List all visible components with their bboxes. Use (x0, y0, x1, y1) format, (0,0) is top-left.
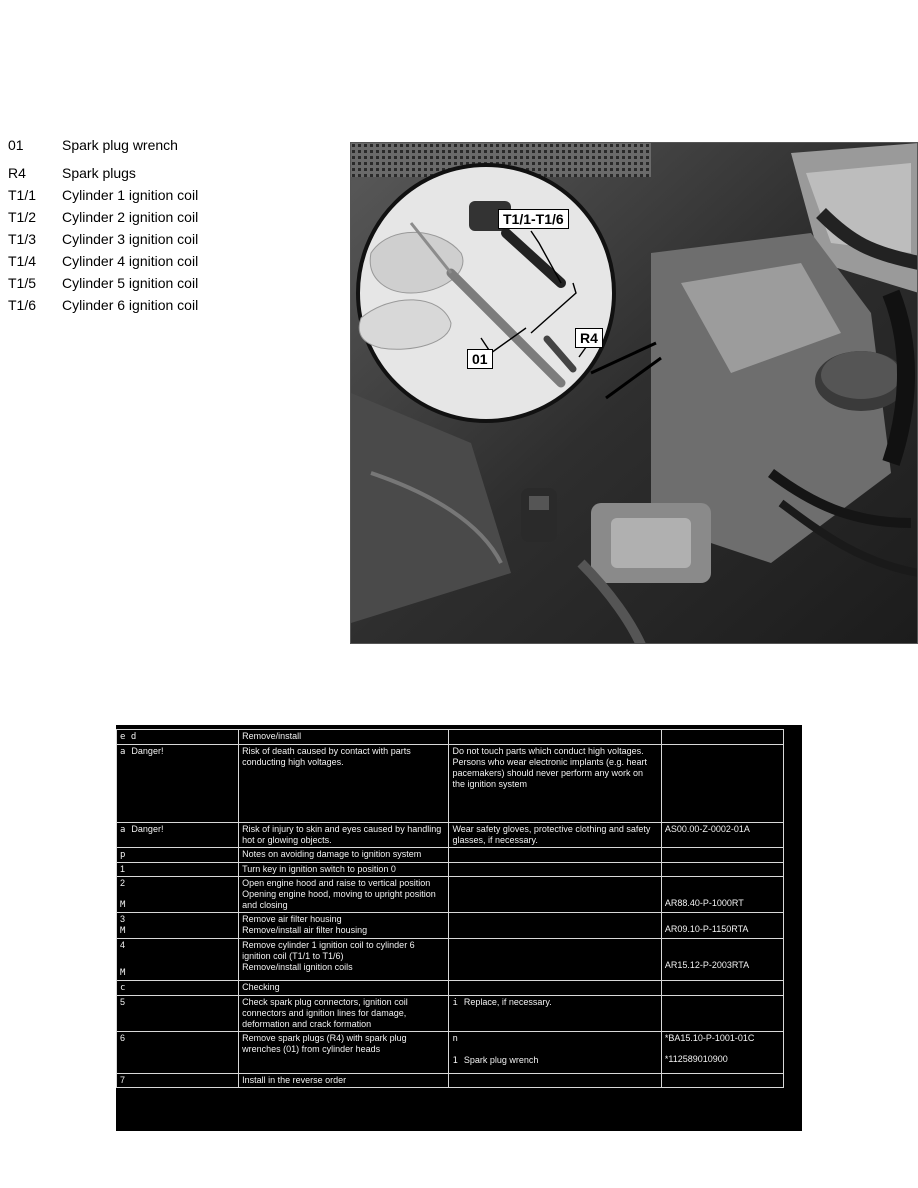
table-row (117, 877, 784, 913)
table-cell[interactable] (661, 877, 783, 913)
table-row (117, 730, 784, 745)
manual-icon: M (120, 968, 126, 978)
table-row (117, 981, 784, 996)
table-cell: 7 (117, 1074, 239, 1088)
table-cell (449, 981, 661, 996)
legend-code: T1/5 (8, 275, 37, 291)
warning-icon: a (120, 747, 126, 757)
table-row (117, 848, 784, 863)
info-icon: i (452, 998, 458, 1008)
reference-link[interactable]: AR15.12-P-2003RTA (664, 960, 750, 970)
callout-wrench: 01 (467, 349, 493, 369)
note-text: Replace, if necessary. (463, 997, 552, 1007)
table-cell (239, 939, 449, 981)
table-cell (449, 730, 661, 745)
step-subtext: Opening engine hood, moving to upright position and closing (242, 889, 436, 910)
table-cell: Risk of injury to skin and eyes caused by handling hot or glowing objects. (239, 823, 449, 848)
table-cell (449, 1074, 661, 1088)
legend-code: 01 (8, 137, 24, 153)
danger-label: Danger! (131, 824, 164, 834)
table-cell (661, 1074, 783, 1088)
table-cell: Wear safety gloves, protective clothing and safety glasses, if necessary. (449, 823, 661, 848)
legend-code: T1/4 (8, 253, 37, 269)
legend-label: Cylinder 1 ignition coil (62, 187, 199, 203)
step-subtext: Remove/install air filter housing (242, 925, 368, 935)
legend-label: Cylinder 6 ignition coil (62, 297, 199, 313)
legend-label: Spark plug wrench (62, 137, 178, 153)
legend-label: Cylinder 4 ignition coil (62, 253, 199, 269)
check-icon: c (120, 983, 126, 993)
table-row (117, 823, 784, 848)
legend-code: R4 (8, 165, 26, 181)
table-cell: 6 (117, 1032, 239, 1074)
table-cell (117, 730, 239, 745)
tool-part-number[interactable]: *112589010900 (664, 1054, 728, 1064)
table-cell (661, 863, 783, 877)
table-cell (449, 877, 661, 913)
manual-icon: M (120, 900, 126, 910)
legend-code: T1/6 (8, 297, 37, 313)
step-text: Remove air filter housing (242, 914, 342, 924)
engine-photo (350, 142, 918, 644)
tool-label: Spark plug wrench (463, 1055, 539, 1065)
table-cell (449, 863, 661, 877)
table-cell (661, 996, 783, 1032)
table-row (117, 913, 784, 939)
reference-link[interactable]: AR88.40-P-1000RT (664, 898, 744, 908)
table-cell (117, 877, 239, 913)
table-cell (449, 939, 661, 981)
table-cell: 1 (117, 863, 239, 877)
table-cell (449, 1032, 661, 1074)
table-cell: Remove/install (239, 730, 449, 745)
step-number: 4 (120, 940, 126, 950)
legend-label: Cylinder 3 ignition coil (62, 231, 199, 247)
step-number: 2 (120, 878, 126, 888)
table-cell: Remove spark plugs (R4) with spark plug wrenches (01) from cylinder heads (239, 1032, 449, 1074)
table-cell[interactable] (661, 1032, 783, 1074)
table-cell (117, 981, 239, 996)
table-row (117, 1032, 784, 1074)
table-cell (661, 848, 783, 863)
table-cell: Check spark plug connectors, ignition coil connectors and ignition lines for damage, deformation and crack formation (239, 996, 449, 1032)
tool-number: 1 (452, 1056, 458, 1066)
table-cell: Checking (239, 981, 449, 996)
table-row (117, 1074, 784, 1088)
table-cell (661, 730, 783, 745)
table-cell (449, 913, 661, 939)
reference-link[interactable]: AR09.10-P-1150RTA (664, 924, 749, 934)
legend-label: Spark plugs (62, 165, 136, 181)
legend-label: Cylinder 5 ignition coil (62, 275, 199, 291)
callout-plugs: R4 (575, 328, 603, 348)
table-cell (239, 877, 449, 913)
table-cell[interactable] (661, 939, 783, 981)
table-cell (239, 913, 449, 939)
table-row (117, 745, 784, 823)
engine-illustration (351, 143, 918, 644)
table-cell (117, 823, 239, 848)
table-cell (449, 848, 661, 863)
op-symbol: e d (120, 732, 137, 742)
table-cell: Do not touch parts which conduct high voltages. Persons who wear electronic implants (e.g. heart pacemakers) should never perform any work on the ignition system (449, 745, 661, 823)
table-cell (449, 996, 661, 1032)
reference-link[interactable]: *BA15.10-P-1001-01C (664, 1033, 755, 1043)
legend-code: T1/3 (8, 231, 37, 247)
table-cell[interactable] (661, 913, 783, 939)
table-cell (117, 745, 239, 823)
danger-label: Danger! (131, 746, 164, 756)
table-cell (117, 913, 239, 939)
table-cell (661, 745, 783, 823)
note-icon: p (120, 850, 126, 860)
step-subtext: Remove/install ignition coils (242, 962, 353, 972)
table-cell (117, 939, 239, 981)
legend-code: T1/2 (8, 209, 37, 225)
step-text: Remove cylinder 1 ignition coil to cylinder 6 ignition coil (T1/1 to T1/6) (242, 940, 415, 961)
table-cell: Install in the reverse order (239, 1074, 449, 1088)
legend-code: T1/1 (8, 187, 37, 203)
manual-icon: M (120, 926, 126, 936)
warning-icon: a (120, 825, 126, 835)
procedure-table (116, 725, 802, 1131)
table-cell: Notes on avoiding damage to ignition system (239, 848, 449, 863)
table-row (117, 863, 784, 877)
steps-table (116, 729, 784, 1088)
table-cell (661, 981, 783, 996)
legend-label: Cylinder 2 ignition coil (62, 209, 199, 225)
table-row (117, 939, 784, 981)
step-number: 3 (120, 914, 126, 924)
table-cell[interactable]: AS00.00-Z-0002-01A (661, 823, 783, 848)
table-cell: 5 (117, 996, 239, 1032)
callout-coils: T1/1-T1/6 (498, 209, 569, 229)
step-text: Open engine hood and raise to vertical position (242, 878, 431, 888)
table-cell (117, 848, 239, 863)
table-row (117, 996, 784, 1032)
tool-icon: n (452, 1034, 458, 1044)
table-cell: Turn key in ignition switch to position 0 (239, 863, 449, 877)
table-cell: Risk of death caused by contact with parts conducting high voltages. (239, 745, 449, 823)
